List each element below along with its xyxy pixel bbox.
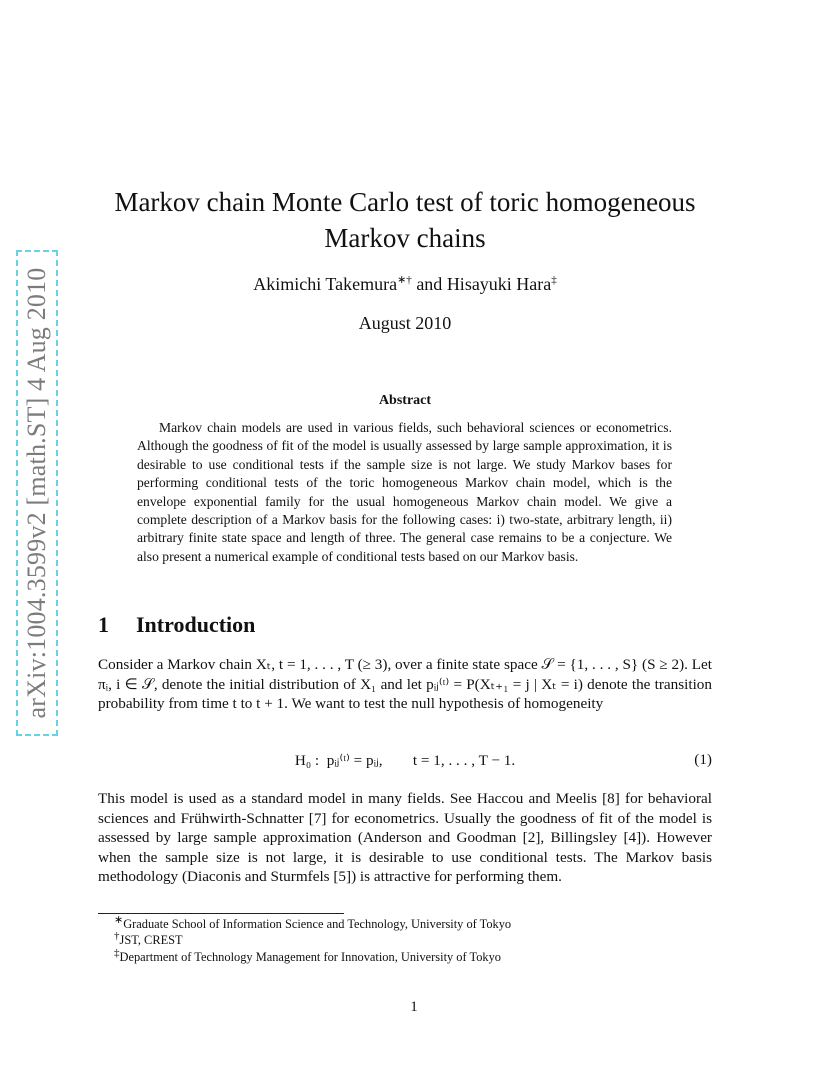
intro-paragraph: Consider a Markov chain Xₜ, t = 1, . . . , T (≥ 3), over a finite state space 𝒮 = {1, . . . , S} (S ≥ 2). Let πᵢ, i ∈ 𝒮, denote the initial distribution of X₁ and let pᵢⱼ⁽ᵗ⁾ = P(Xₜ₊₁ = j | Xₜ = i) denote the transition probability from time t to t + 1. We want to test the null hypothesis of homogeneity bbox=[98, 656, 712, 713]
footnote-2-text: JST, CREST bbox=[119, 933, 183, 948]
equation-number: (1) bbox=[694, 751, 712, 768]
page-number: 1 bbox=[410, 999, 418, 1015]
author-takemura-marks: ∗† bbox=[397, 274, 412, 286]
abstract-heading: Abstract bbox=[378, 393, 432, 408]
section-heading-introduction bbox=[98, 612, 255, 638]
footnote-1-mark: ∗ bbox=[114, 913, 124, 926]
title-line-1: Markov chain Monte Carlo test of toric homogeneous bbox=[114, 187, 696, 217]
second-paragraph: This model is used as a standard model in many fields. See Haccou and Meelis [8] for behavioral sciences and Frühwirth-Schnatter [7] for econometrics. Usually the goodness of fit of the model is assessed by large sample approximation (Anderson and Goodman [2], Billingsley [4]). However when the sample size is not large, it is desirable to use conditional tests. The Markov basis methodology (Diaconis and Sturmfels [5]) is attractive for performing them. bbox=[98, 790, 712, 886]
equation-text: H₀ : pᵢⱼ⁽ᵗ⁾ = pᵢⱼ, t = 1, . . . , T − 1. bbox=[294, 752, 516, 769]
footnote-2 bbox=[114, 932, 511, 948]
footnote-2-mark: † bbox=[114, 930, 120, 943]
author-hara: Hisayuki Hara bbox=[446, 274, 552, 294]
footnote-1 bbox=[114, 913, 512, 932]
footnote-3-mark: ‡ bbox=[114, 946, 120, 959]
footnote-3 bbox=[114, 946, 511, 965]
footnote-divider bbox=[98, 913, 344, 914]
section-number: 1 bbox=[98, 612, 109, 637]
author-takemura: Akimichi Takemura bbox=[253, 274, 398, 294]
author-connector: and bbox=[411, 274, 447, 294]
author-hara-marks: ‡ bbox=[551, 274, 557, 286]
arxiv-identifier-text: arXiv:1004.3599v2 [math.ST] 4 Aug 2010 bbox=[22, 267, 51, 719]
footnote-3-text: Department of Technology Management for Innovation, University of Tokyo bbox=[119, 949, 501, 964]
title-line-2: Markov chains bbox=[324, 223, 486, 253]
footnote-1-text: Graduate School of Information Science and Technology, University of Tokyo bbox=[123, 917, 512, 931]
author-line bbox=[98, 274, 712, 295]
publication-date: August 2010 bbox=[358, 313, 452, 333]
footnotes bbox=[114, 913, 512, 965]
abstract-text: Markov chain models are used in various fields, such behavioral sciences or econometrics. Although the goodness of fit of the model is usually assessed by large sample approximation, it is desirable to use conditional tests if the sample size is not large. We study Markov bases for performing conditional tests of the toric homogeneous Markov chain model, which is the envelope exponential family for the usual homogeneous Markov chain model. We give a complete description of a Markov basis for the following cases: i) two-state, arbitrary length, ii) arbitrary finite state space and length of three. The general case remains to be a conjecture. We also present a numerical example of conditional tests based on our Markov basis. bbox=[137, 420, 672, 564]
section-title: Introduction bbox=[136, 612, 256, 637]
arxiv-identifier-stamp bbox=[16, 250, 58, 736]
equation-1 bbox=[98, 751, 712, 773]
paper-title bbox=[98, 184, 712, 256]
